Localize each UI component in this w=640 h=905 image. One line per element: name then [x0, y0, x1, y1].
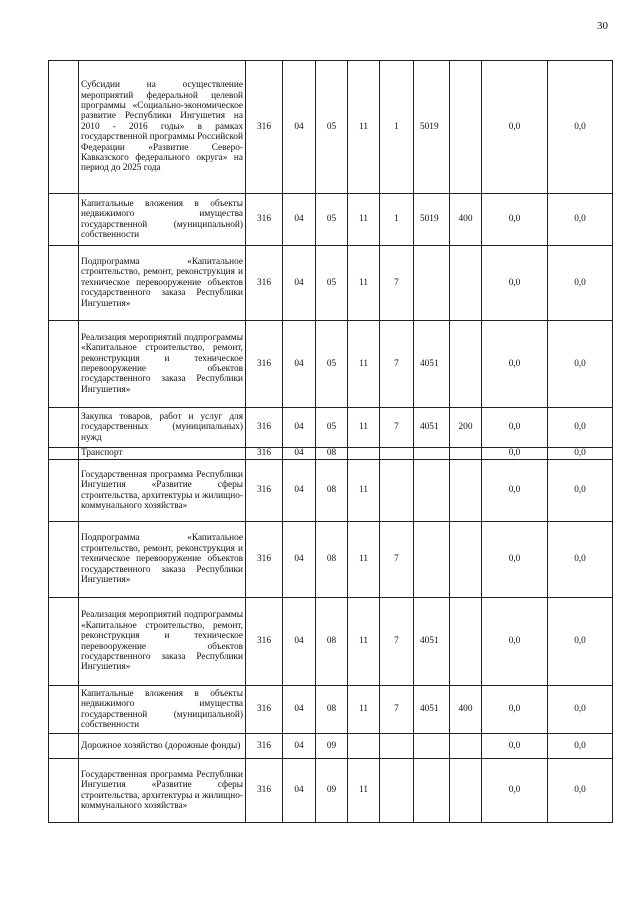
sum-year-2: 0,0	[548, 460, 613, 522]
page-number: 30	[597, 20, 608, 32]
expense-type: 400	[450, 194, 482, 246]
table-row	[49, 448, 613, 460]
blank-cell	[49, 522, 79, 598]
table-row	[49, 460, 613, 522]
sum-year-1: 0,0	[482, 61, 548, 194]
blank-cell	[49, 194, 79, 246]
sum-year-2: 0,0	[548, 246, 613, 321]
row-name: Реализация мероприятий подпрограммы «Капитальное строительство, ремонт, реконструкция и техническое перевооружение объектов государственного заказа Республики Ингушетия»	[79, 321, 246, 408]
row-name: Государственная программа Республики Ингушетия «Развитие сферы строительства, архитектуры и жилищно-коммунального хозяйства»	[79, 759, 246, 823]
target-article-program: 11	[348, 194, 380, 246]
section-code: 04	[283, 522, 316, 598]
subsection-code: 08	[316, 522, 348, 598]
row-name: Закупка товаров, работ и услуг для государственных (муниципальных) нужд	[79, 408, 246, 448]
subsection-code: 05	[316, 61, 348, 194]
section-code: 04	[283, 598, 316, 686]
ved-code: 316	[246, 448, 283, 460]
target-article-subprogram: 1	[380, 61, 414, 194]
target-article-program: 11	[348, 408, 380, 448]
sum-year-1: 0,0	[482, 759, 548, 823]
sum-year-1: 0,0	[482, 194, 548, 246]
sum-year-2: 0,0	[548, 61, 613, 194]
target-article-program	[348, 448, 380, 460]
section-code: 04	[283, 408, 316, 448]
subsection-code: 08	[316, 598, 348, 686]
row-name: Реализация мероприятий подпрограммы «Капитальное строительство, ремонт, реконструкция и техническое перевооружение объектов государственного заказа Республики Ингушетия»	[79, 598, 246, 686]
table-row	[49, 408, 613, 448]
sum-year-1: 0,0	[482, 460, 548, 522]
subsection-code: 05	[316, 321, 348, 408]
sum-year-2: 0,0	[548, 194, 613, 246]
target-article-subprogram	[380, 448, 414, 460]
expense-type	[450, 734, 482, 759]
target-article-direction: 4051	[414, 321, 450, 408]
sum-year-1: 0,0	[482, 448, 548, 460]
row-name: Субсидии на осуществление мероприятий федеральной целевой программы «Социально-экономическое развитие Республики Ингушетия на 2010 - 2016 годы» в рамках государственной программы Российской Федерации «Развитие Северо-Кавказского федерального округа» на период до 2025 года	[79, 61, 246, 194]
blank-cell	[49, 759, 79, 823]
ved-code: 316	[246, 598, 283, 686]
row-name: Капитальные вложения в объекты недвижимого имущества государственной (муниципальной) собственности	[79, 686, 246, 734]
sum-year-2: 0,0	[548, 598, 613, 686]
section-code: 04	[283, 448, 316, 460]
blank-cell	[49, 408, 79, 448]
target-article-program: 11	[348, 61, 380, 194]
sum-year-1: 0,0	[482, 408, 548, 448]
target-article-subprogram	[380, 460, 414, 522]
table-row	[49, 598, 613, 686]
target-article-direction	[414, 759, 450, 823]
sum-year-1: 0,0	[482, 321, 548, 408]
sum-year-2: 0,0	[548, 408, 613, 448]
section-code: 04	[283, 194, 316, 246]
target-article-direction	[414, 522, 450, 598]
section-code: 04	[283, 759, 316, 823]
ved-code: 316	[246, 759, 283, 823]
target-article-subprogram: 7	[380, 686, 414, 734]
subsection-code: 09	[316, 759, 348, 823]
target-article-program: 11	[348, 686, 380, 734]
blank-cell	[49, 686, 79, 734]
blank-cell	[49, 246, 79, 321]
target-article-direction: 4051	[414, 408, 450, 448]
sum-year-2: 0,0	[548, 321, 613, 408]
target-article-direction	[414, 734, 450, 759]
sum-year-1: 0,0	[482, 598, 548, 686]
target-article-program: 11	[348, 598, 380, 686]
row-name: Дорожное хозяйство (дорожные фонды)	[79, 734, 246, 759]
target-article-direction	[414, 246, 450, 321]
subsection-code: 05	[316, 246, 348, 321]
target-article-direction: 5019	[414, 194, 450, 246]
expense-type	[450, 598, 482, 686]
section-code: 04	[283, 246, 316, 321]
target-article-subprogram: 7	[380, 598, 414, 686]
ved-code: 316	[246, 194, 283, 246]
expense-type: 400	[450, 686, 482, 734]
sum-year-1: 0,0	[482, 686, 548, 734]
expense-type	[450, 61, 482, 194]
expense-type	[450, 522, 482, 598]
blank-cell	[49, 61, 79, 194]
row-name: Транспорт	[79, 448, 246, 460]
target-article-subprogram: 7	[380, 321, 414, 408]
expense-type	[450, 460, 482, 522]
table-row	[49, 321, 613, 408]
target-article-program: 11	[348, 522, 380, 598]
section-code: 04	[283, 734, 316, 759]
table-row	[49, 194, 613, 246]
blank-cell	[49, 321, 79, 408]
table-row	[49, 246, 613, 321]
ved-code: 316	[246, 61, 283, 194]
expense-type: 200	[450, 408, 482, 448]
table-row	[49, 734, 613, 759]
ved-code: 316	[246, 246, 283, 321]
ved-code: 316	[246, 460, 283, 522]
target-article-program	[348, 734, 380, 759]
target-article-direction: 5019	[414, 61, 450, 194]
target-article-direction	[414, 460, 450, 522]
ved-code: 316	[246, 734, 283, 759]
subsection-code: 08	[316, 448, 348, 460]
target-article-program: 11	[348, 460, 380, 522]
table-row	[49, 522, 613, 598]
row-name: Капитальные вложения в объекты недвижимого имущества государственной (муниципальной) собственности	[79, 194, 246, 246]
row-name: Подпрограмма «Капитальное строительство, ремонт, реконструкция и техническое перевооружение объектов государственного заказа Республики Ингушетия»	[79, 246, 246, 321]
subsection-code: 09	[316, 734, 348, 759]
expense-type	[450, 321, 482, 408]
sum-year-2: 0,0	[548, 759, 613, 823]
expense-type	[450, 448, 482, 460]
sum-year-2: 0,0	[548, 686, 613, 734]
section-code: 04	[283, 686, 316, 734]
target-article-subprogram: 7	[380, 522, 414, 598]
subsection-code: 05	[316, 194, 348, 246]
blank-cell	[49, 598, 79, 686]
subsection-code: 08	[316, 686, 348, 734]
target-article-program: 11	[348, 759, 380, 823]
table-row	[49, 759, 613, 823]
sum-year-1: 0,0	[482, 734, 548, 759]
ved-code: 316	[246, 321, 283, 408]
sum-year-1: 0,0	[482, 522, 548, 598]
target-article-program: 11	[348, 321, 380, 408]
table-row	[49, 686, 613, 734]
target-article-subprogram: 7	[380, 408, 414, 448]
row-name: Государственная программа Республики Ингушетия «Развитие сферы строительства, архитектуры и жилищно-коммунального хозяйства»	[79, 460, 246, 522]
target-article-subprogram	[380, 759, 414, 823]
subsection-code: 05	[316, 408, 348, 448]
expense-type	[450, 246, 482, 321]
table-row	[49, 61, 613, 194]
target-article-program: 11	[348, 246, 380, 321]
expense-type	[450, 759, 482, 823]
sum-year-2: 0,0	[548, 734, 613, 759]
budget-table	[48, 60, 613, 823]
target-article-direction	[414, 448, 450, 460]
target-article-direction: 4051	[414, 686, 450, 734]
ved-code: 316	[246, 408, 283, 448]
ved-code: 316	[246, 522, 283, 598]
blank-cell	[49, 460, 79, 522]
blank-cell	[49, 448, 79, 460]
sum-year-1: 0,0	[482, 246, 548, 321]
row-name: Подпрограмма «Капитальное строительство, ремонт, реконструкция и техническое перевооружение объектов государственного заказа Республики Ингушетия»	[79, 522, 246, 598]
target-article-subprogram: 1	[380, 194, 414, 246]
ved-code: 316	[246, 686, 283, 734]
subsection-code: 08	[316, 460, 348, 522]
section-code: 04	[283, 61, 316, 194]
blank-cell	[49, 734, 79, 759]
target-article-direction: 4051	[414, 598, 450, 686]
target-article-subprogram	[380, 734, 414, 759]
section-code: 04	[283, 460, 316, 522]
sum-year-2: 0,0	[548, 448, 613, 460]
target-article-subprogram: 7	[380, 246, 414, 321]
sum-year-2: 0,0	[548, 522, 613, 598]
section-code: 04	[283, 321, 316, 408]
